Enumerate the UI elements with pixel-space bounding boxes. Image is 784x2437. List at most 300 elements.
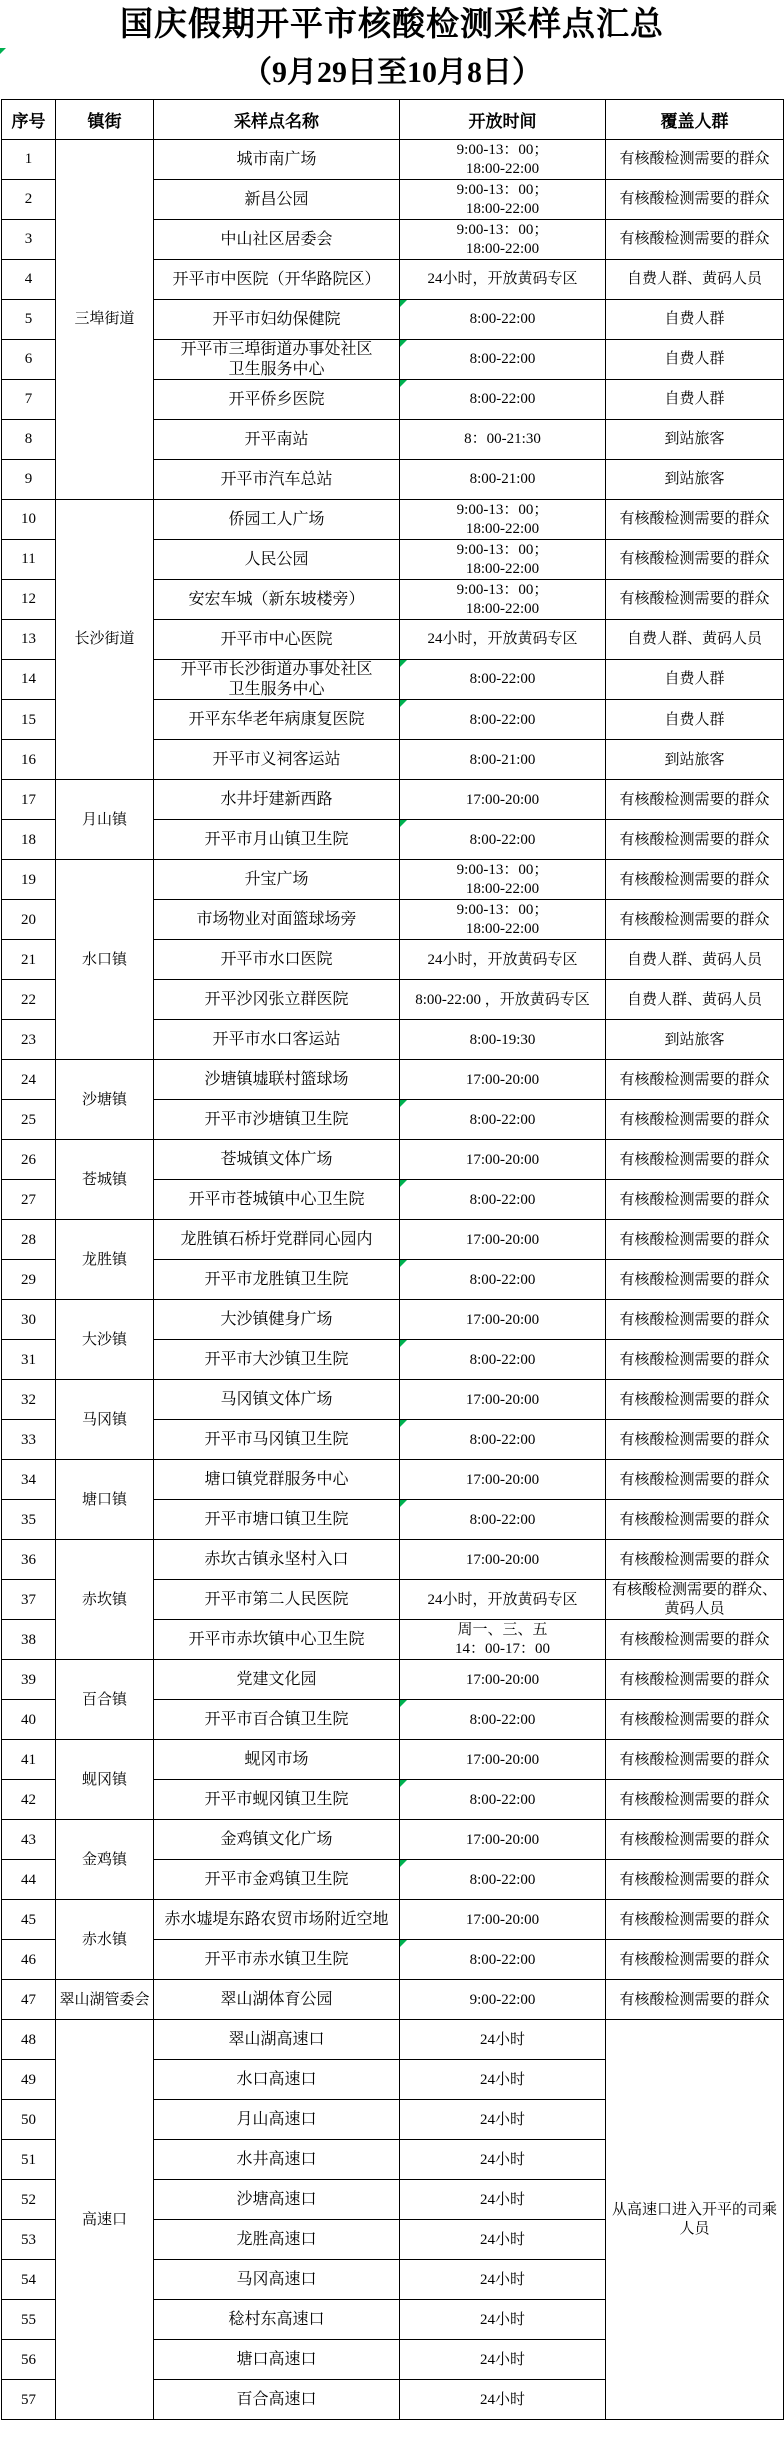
site-cell: [154, 380, 400, 420]
number-cell: [2, 1260, 56, 1300]
number-text: 13: [21, 631, 36, 648]
coverage-text: 有核酸检测需要的群众: [619, 551, 770, 568]
table-body: [2, 140, 784, 2420]
time-text: 24小时: [479, 2031, 525, 2048]
site-text: 开平市妇幼保健院: [212, 310, 341, 328]
number-cell: [2, 2180, 56, 2220]
header-cell-coverage: 覆盖人群: [606, 100, 784, 140]
coverage-cell: [606, 1580, 784, 1620]
time-cell: [400, 700, 606, 740]
coverage-cell: [606, 1860, 784, 1900]
table-row: [2, 1980, 784, 2020]
time-cell: [400, 140, 606, 180]
time-cell: [400, 1980, 606, 2020]
town-cell: [56, 1980, 154, 2020]
site-cell: [154, 620, 400, 660]
coverage-cell: [606, 1060, 784, 1100]
site-text: 开平市义祠客运站: [212, 750, 341, 768]
coverage-text: 有核酸检测需要的群众: [619, 1551, 770, 1568]
header-cell-number: 序号: [2, 100, 56, 140]
time-text: 8:00-19:30: [469, 1031, 536, 1048]
site-cell: [154, 1540, 400, 1580]
green-triangle-icon: [400, 1100, 407, 1107]
site-text: 开平市长沙街道办事处社区: [180, 661, 373, 679]
time-cell: [400, 900, 606, 940]
site-text: 赤水墟堤东路农贸市场附近空地: [164, 1910, 389, 1928]
time-text: 18:00-22:00: [465, 520, 540, 537]
coverage-text: 有核酸检测需要的群众: [619, 1391, 770, 1408]
site-cell: [154, 1460, 400, 1500]
time-text: 18:00-22:00: [465, 880, 540, 897]
time-text: 8:00-22:00: [469, 1431, 536, 1448]
coverage-cell: [606, 1500, 784, 1540]
site-cell: [154, 220, 400, 260]
site-text: 马冈高速口: [236, 2270, 317, 2288]
time-text: 8:00-21:00: [469, 751, 536, 768]
number-text: 1: [24, 151, 33, 168]
site-text: 开平市汽车总站: [220, 470, 333, 488]
number-text: 10: [21, 511, 36, 528]
number-cell: [2, 2220, 56, 2260]
coverage-text: 自费人群: [664, 311, 725, 328]
coverage-cell: [606, 700, 784, 740]
time-cell: [400, 1940, 606, 1980]
site-text: 塘口镇党群服务中心: [204, 1470, 349, 1488]
coverage-text: 自费人群、黄码人员: [626, 991, 762, 1008]
coverage-text: 有核酸检测需要的群众: [619, 591, 770, 608]
coverage-cell: [606, 500, 784, 540]
number-text: 6: [24, 351, 33, 368]
coverage-cell: [606, 1780, 784, 1820]
coverage-text: 到站旅客: [664, 751, 725, 768]
coverage-cell: [606, 460, 784, 500]
number-text: 53: [21, 2231, 36, 2248]
time-text: 8:00-22:00: [469, 711, 536, 728]
green-triangle-icon: [400, 660, 407, 667]
number-text: 18: [21, 831, 36, 848]
time-cell: [400, 820, 606, 860]
number-cell: [2, 1300, 56, 1340]
number-cell: [2, 2260, 56, 2300]
number-text: 27: [21, 1191, 36, 1208]
coverage-text: 有核酸检测需要的群众: [619, 151, 770, 168]
site-cell: [154, 1580, 400, 1620]
town-text: 龙胜镇: [81, 1251, 127, 1268]
time-text: 8:00-22:00: [469, 1871, 536, 1888]
coverage-text: 自费人群、黄码人员: [626, 271, 762, 288]
number-cell: [2, 2140, 56, 2180]
site-cell: [154, 460, 400, 500]
town-text: 长沙街道: [74, 631, 135, 648]
town-cell: [56, 1740, 154, 1820]
coverage-text: 有核酸检测需要的群众: [619, 831, 770, 848]
site-text: 开平市中心医院: [220, 630, 333, 648]
site-cell: [154, 2260, 400, 2300]
site-cell: [154, 700, 400, 740]
town-cell: [56, 1460, 154, 1540]
coverage-cell: [606, 1540, 784, 1580]
coverage-cell: [606, 1460, 784, 1500]
number-cell: [2, 780, 56, 820]
number-cell: [2, 1940, 56, 1980]
town-text: 翠山湖管委会: [59, 1991, 150, 2008]
number-cell: [2, 1780, 56, 1820]
site-text: 水井高速口: [236, 2150, 317, 2168]
time-cell: [400, 1740, 606, 1780]
time-cell: [400, 1500, 606, 1540]
site-text: 翠山湖高速口: [228, 2030, 325, 2048]
time-text: 9:00-22:00: [469, 1991, 536, 2008]
site-cell: [154, 660, 400, 700]
number-cell: [2, 380, 56, 420]
site-cell: [154, 260, 400, 300]
time-text: 17:00-20:00: [465, 1231, 540, 1248]
site-cell: [154, 1180, 400, 1220]
coverage-cell: [606, 2020, 784, 2420]
time-cell: [400, 420, 606, 460]
number-cell: [2, 740, 56, 780]
site-cell: [154, 1020, 400, 1060]
site-text: 党建文化园: [236, 1670, 317, 1688]
number-text: 46: [21, 1951, 36, 1968]
number-cell: [2, 260, 56, 300]
site-cell: [154, 2380, 400, 2420]
table-row: [2, 1660, 784, 1700]
site-text: 卫生服务中心: [228, 680, 325, 698]
time-cell: [400, 340, 606, 380]
time-text: 8:00-22:00: [469, 351, 536, 368]
number-text: 2: [24, 191, 33, 208]
site-cell: [154, 820, 400, 860]
coverage-cell: [606, 1660, 784, 1700]
site-text: 赤坎古镇永坚村入口: [204, 1550, 349, 1568]
time-text: 24小时: [479, 2391, 525, 2408]
site-text: 新昌公园: [244, 190, 309, 208]
time-text: 8:00-22:00: [469, 1111, 536, 1128]
time-text: 24小时: [479, 2231, 525, 2248]
coverage-text: 有核酸检测需要的群众: [619, 1271, 770, 1288]
site-cell: [154, 1140, 400, 1180]
site-text: 开平市月山镇卫生院: [204, 830, 349, 848]
table-row: [2, 140, 784, 180]
time-cell: [400, 220, 606, 260]
coverage-cell: [606, 1020, 784, 1060]
coverage-cell: [606, 580, 784, 620]
time-text: 8:00-22:00: [469, 311, 536, 328]
number-cell: [2, 1500, 56, 1540]
time-cell: [400, 580, 606, 620]
number-text: 12: [21, 591, 36, 608]
coverage-cell: [606, 1220, 784, 1260]
site-text: 开平沙冈张立群医院: [204, 990, 349, 1008]
site-cell: [154, 2180, 400, 2220]
town-cell: [56, 1220, 154, 1300]
time-cell: [400, 460, 606, 500]
time-text: 24小时，开放黄码专区: [427, 1591, 578, 1608]
time-text: 24小时: [479, 2151, 525, 2168]
coverage-cell: [606, 140, 784, 180]
time-text: 9:00-13：00；: [456, 142, 549, 159]
number-cell: [2, 1380, 56, 1420]
coverage-cell: [606, 1940, 784, 1980]
page-subtitle: （9月29日至10月8日）: [242, 55, 542, 89]
site-text: 开平南站: [244, 430, 309, 448]
time-text: 9:00-13：00；: [456, 862, 549, 879]
number-text: 45: [21, 1911, 36, 1928]
coverage-text: 从高速口进入开平的司乘人员: [611, 2202, 777, 2237]
green-triangle-icon: [400, 1420, 407, 1427]
site-text: 翠山湖体育公园: [220, 1990, 333, 2008]
time-cell: [400, 620, 606, 660]
site-cell: [154, 540, 400, 580]
number-cell: [2, 1100, 56, 1140]
green-triangle-icon: [400, 340, 407, 347]
coverage-cell: [606, 1180, 784, 1220]
number-cell: [2, 2380, 56, 2420]
coverage-text: 有核酸检测需要的群众: [619, 191, 770, 208]
time-cell: [400, 740, 606, 780]
site-text: 开平市赤水镇卫生院: [204, 1950, 349, 1968]
number-text: 56: [21, 2351, 36, 2368]
site-cell: [154, 300, 400, 340]
number-cell: [2, 420, 56, 460]
time-cell: [400, 2020, 606, 2060]
coverage-text: 有核酸检测需要的群众: [619, 1431, 770, 1448]
table-row: [2, 500, 784, 540]
coverage-cell: [606, 900, 784, 940]
town-cell: [56, 860, 154, 1060]
table-row: [2, 1820, 784, 1860]
site-text: 开平市三埠街道办事处社区: [180, 341, 373, 359]
time-cell: [400, 1300, 606, 1340]
header-cell-town: 镇街: [56, 100, 154, 140]
number-text: 11: [21, 551, 36, 568]
time-text: 18:00-22:00: [465, 560, 540, 577]
number-cell: [2, 1460, 56, 1500]
coverage-cell: [606, 1140, 784, 1180]
time-cell: [400, 1020, 606, 1060]
number-text: 30: [21, 1311, 36, 1328]
site-text: 安宏车城（新东坡楼旁）: [188, 590, 365, 608]
green-triangle-icon: [400, 820, 407, 827]
coverage-cell: [606, 620, 784, 660]
site-text: 开平市赤坎镇中心卫生院: [188, 1630, 365, 1648]
time-cell: [400, 2220, 606, 2260]
coverage-text: 自费人群: [664, 711, 725, 728]
time-text: 17:00-20:00: [465, 1311, 540, 1328]
coverage-cell: [606, 860, 784, 900]
green-triangle-icon: [400, 300, 407, 307]
site-text: 开平市金鸡镇卫生院: [204, 1870, 349, 1888]
number-text: 24: [21, 1071, 36, 1088]
site-text: 水井圩建新西路: [220, 790, 333, 808]
number-cell: [2, 1860, 56, 1900]
site-cell: [154, 1620, 400, 1660]
site-cell: [154, 500, 400, 540]
number-cell: [2, 300, 56, 340]
coverage-text: 有核酸检测需要的群众: [619, 1151, 770, 1168]
site-cell: [154, 940, 400, 980]
coverage-text: 有核酸检测需要的群众: [619, 1511, 770, 1528]
number-text: 50: [21, 2111, 36, 2128]
town-text: 赤坎镇: [81, 1591, 127, 1608]
time-text: 8：00-21:30: [464, 431, 541, 448]
coverage-cell: [606, 1100, 784, 1140]
table-row: [2, 1740, 784, 1780]
time-text: 24小时: [479, 2191, 525, 2208]
coverage-text: 有核酸检测需要的群众: [619, 1951, 770, 1968]
coverage-text: 有核酸检测需要的群众: [619, 511, 770, 528]
time-text: 17:00-20:00: [465, 1391, 540, 1408]
table-row: [2, 1060, 784, 1100]
time-cell: [400, 2140, 606, 2180]
time-cell: [400, 2260, 606, 2300]
time-text: 24小时: [479, 2351, 525, 2368]
time-cell: [400, 1700, 606, 1740]
time-text: 17:00-20:00: [465, 1071, 540, 1088]
coverage-cell: [606, 820, 784, 860]
site-text: 人民公园: [244, 550, 309, 568]
number-text: 21: [21, 951, 36, 968]
number-cell: [2, 940, 56, 980]
time-text: 17:00-20:00: [465, 1671, 540, 1688]
number-text: 22: [21, 991, 36, 1008]
town-text: 高速口: [81, 2211, 127, 2228]
time-cell: [400, 300, 606, 340]
time-text: 17:00-20:00: [465, 1911, 540, 1928]
site-text: 金鸡镇文化广场: [220, 1830, 333, 1848]
number-text: 35: [21, 1511, 36, 1528]
time-text: 24小时: [479, 2111, 525, 2128]
site-text: 开平市龙胜镇卫生院: [204, 1270, 349, 1288]
site-cell: [154, 580, 400, 620]
coverage-cell: [606, 1980, 784, 2020]
number-text: 31: [21, 1351, 36, 1368]
coverage-text: 有核酸检测需要的群众: [619, 1311, 770, 1328]
coverage-text: 有核酸检测需要的群众: [619, 1111, 770, 1128]
site-cell: [154, 2020, 400, 2060]
coverage-cell: [606, 780, 784, 820]
site-text: 开平市水口客运站: [212, 1030, 341, 1048]
town-cell: [56, 1900, 154, 1980]
town-text: 马冈镇: [81, 1411, 127, 1428]
site-text: 水口高速口: [236, 2070, 317, 2088]
number-cell: [2, 1820, 56, 1860]
site-text: 马冈镇文体广场: [220, 1390, 333, 1408]
table-row: [2, 1140, 784, 1180]
site-cell: [154, 1260, 400, 1300]
number-text: 4: [24, 271, 33, 288]
number-text: 40: [21, 1711, 36, 1728]
time-cell: [400, 540, 606, 580]
green-triangle-icon: [400, 1700, 407, 1707]
time-cell: [400, 380, 606, 420]
table-row: [2, 2020, 784, 2060]
coverage-text: 自费人群、黄码人员: [626, 631, 762, 648]
coverage-cell: [606, 980, 784, 1020]
number-text: 47: [21, 1991, 36, 2008]
number-cell: [2, 500, 56, 540]
site-cell: [154, 2340, 400, 2380]
number-text: 52: [21, 2191, 36, 2208]
number-cell: [2, 1060, 56, 1100]
town-text: 沙塘镇: [81, 1091, 127, 1108]
town-text: 水口镇: [81, 951, 127, 968]
table-row: [2, 1380, 784, 1420]
time-text: 18:00-22:00: [465, 600, 540, 617]
time-text: 9:00-13：00；: [456, 902, 549, 919]
number-text: 25: [21, 1111, 36, 1128]
site-cell: [154, 1100, 400, 1140]
time-text: 24小时: [479, 2271, 525, 2288]
coverage-text: 自费人群: [664, 391, 725, 408]
time-cell: [400, 1460, 606, 1500]
number-cell: [2, 1140, 56, 1180]
number-cell: [2, 2100, 56, 2140]
time-text: 18:00-22:00: [465, 240, 540, 257]
town-cell: [56, 1820, 154, 1900]
town-cell: [56, 780, 154, 860]
number-text: 19: [21, 871, 36, 888]
time-cell: [400, 1140, 606, 1180]
time-cell: [400, 2300, 606, 2340]
site-text: 开平市第二人民医院: [204, 1590, 349, 1608]
time-cell: [400, 1900, 606, 1940]
site-cell: [154, 1340, 400, 1380]
town-text: 塘口镇: [81, 1491, 127, 1508]
time-cell: [400, 2060, 606, 2100]
site-text: 龙胜高速口: [236, 2230, 317, 2248]
green-triangle-icon: [400, 1500, 407, 1507]
site-cell: [154, 1300, 400, 1340]
table-row: [2, 1540, 784, 1580]
coverage-text: 有核酸检测需要的群众: [619, 1911, 770, 1928]
town-cell: [56, 2020, 154, 2420]
site-cell: [154, 860, 400, 900]
number-text: 28: [21, 1231, 36, 1248]
time-text: 18:00-22:00: [465, 160, 540, 177]
time-cell: [400, 1100, 606, 1140]
site-text: 开平市中医院（开华路院区）: [172, 270, 381, 288]
table-row: [2, 1460, 784, 1500]
coverage-text: 有核酸检测需要的群众: [619, 1871, 770, 1888]
time-text: 17:00-20:00: [465, 1151, 540, 1168]
coverage-cell: [606, 420, 784, 460]
site-text: 开平东华老年病康复医院: [188, 710, 365, 728]
site-cell: [154, 1980, 400, 2020]
number-text: 34: [21, 1471, 36, 1488]
time-cell: [400, 2340, 606, 2380]
time-text: 8:00-22:00: [469, 831, 536, 848]
table-header-row: [2, 100, 784, 140]
site-text: 开平市塘口镇卫生院: [204, 1510, 349, 1528]
number-cell: [2, 1540, 56, 1580]
time-cell: [400, 660, 606, 700]
coverage-cell: [606, 340, 784, 380]
number-cell: [2, 1220, 56, 1260]
site-text: 稔村东高速口: [228, 2310, 325, 2328]
site-text: 沙塘高速口: [236, 2190, 317, 2208]
coverage-text: 自费人群、黄码人员: [626, 951, 762, 968]
time-text: 24小时，开放黄码专区: [427, 951, 578, 968]
green-triangle-icon: [0, 48, 6, 54]
coverage-text: 有核酸检测需要的群众: [619, 1671, 770, 1688]
coverage-text: 有核酸检测需要的群众: [619, 1711, 770, 1728]
time-text: 9:00-13：00；: [456, 542, 549, 559]
number-text: 48: [21, 2031, 36, 2048]
site-cell: [154, 2300, 400, 2340]
time-text: 8:00-22:00: [469, 1711, 536, 1728]
